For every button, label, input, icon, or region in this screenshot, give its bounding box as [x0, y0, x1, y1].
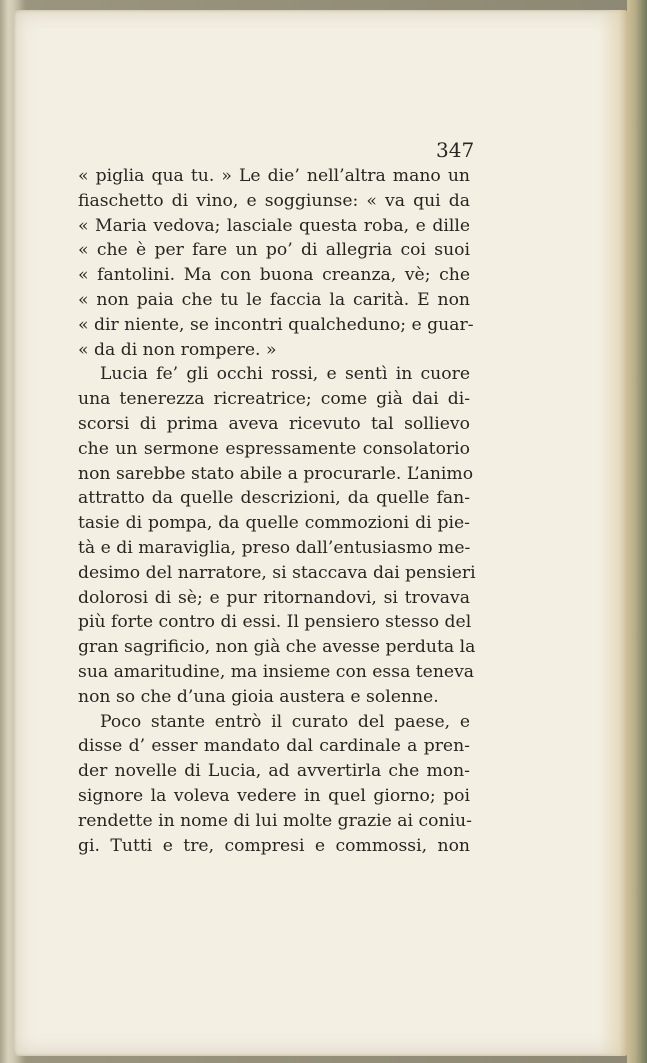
text-line: tasie di pompa, da quelle commozioni di pie-	[78, 513, 470, 534]
page-text	[78, 164, 476, 858]
text-line: « da di non rompere. »	[78, 339, 277, 360]
text-line: scorsi di prima aveva ricevuto tal sollievo	[78, 413, 470, 434]
paragraph-start-line: Poco stante entrò il curato del paese, e	[100, 711, 470, 732]
text-line: « piglia qua tu. » Le die’ nell’altra mano un	[78, 166, 470, 186]
text-line: gran sagrificio, non già che avesse perduta la	[78, 637, 476, 658]
text-line: più forte contro di essi. Il pensiero stesso del	[78, 612, 472, 633]
text-line: rendette in nome di lui molte grazie ai coniu-	[78, 810, 472, 831]
text-line: non sarebbe stato abile a procurarle. L’animo	[78, 463, 474, 484]
text-line: attratto da quelle descrizioni, da quelle fan-	[78, 488, 470, 509]
text-line: « fantolini. Ma con buona creanza, vè; che	[78, 265, 470, 286]
text-line: fiaschetto di vino, e soggiunse: « va qui da	[78, 190, 470, 211]
text-line: che un sermone espressamente consolatorio	[78, 438, 470, 459]
text-line: disse d’ esser mandato dal cardinale a pren-	[78, 736, 470, 757]
book-right-edge	[627, 0, 647, 1063]
text-line: « non paia che tu le faccia la carità. E non	[78, 289, 470, 310]
page-number: 347	[436, 138, 475, 162]
text-line: tà e di maraviglia, preso dall’entusiasmo me-	[78, 537, 471, 558]
paragraph-start-line: Lucia fe’ gli occhi rossi, e sentì in cuore	[100, 364, 470, 385]
text-line: « dir niente, se incontri qualcheduno; e guar-	[78, 314, 474, 335]
text-line: desimo del narratore, si staccava dai pensieri	[78, 562, 476, 583]
text-line: non so che d’una gioia austera e solenne.	[78, 686, 439, 707]
text-line: « Maria vedova; lasciale questa roba, e dille	[78, 215, 470, 236]
text-line: dolorosi di sè; e pur ritornandovi, si trovava	[78, 587, 470, 608]
text-line: « che è per fare un po’ di allegria coi suoi	[78, 240, 470, 261]
text-line: signore la voleva vedere in quel giorno; poi	[78, 785, 470, 806]
text-line: sua amaritudine, ma insieme con essa teneva	[78, 661, 475, 682]
text-line: der novelle di Lucia, ad avvertirla che mon-	[78, 761, 470, 782]
text-line: gi. Tutti e tre, compresi e commossi, non	[78, 835, 470, 856]
text-line: una tenerezza ricreatrice; come già dai di-	[78, 389, 470, 410]
